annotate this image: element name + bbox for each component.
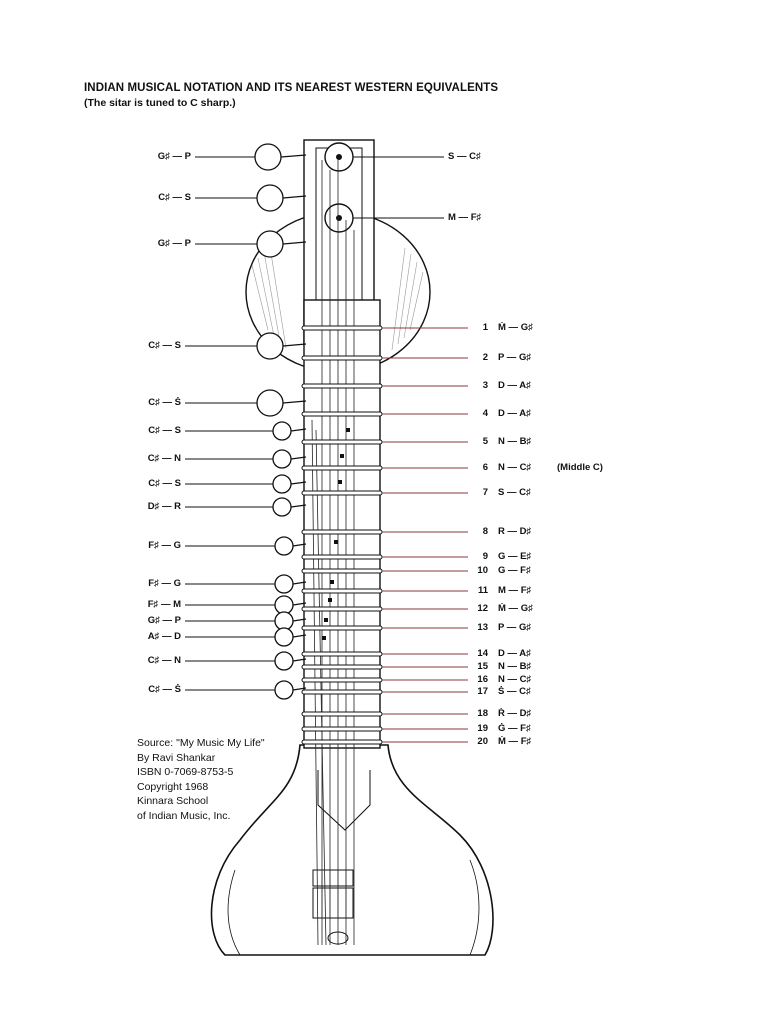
fret-bar	[302, 530, 382, 534]
fret-number: 15	[477, 661, 488, 672]
tuning-peg	[257, 231, 283, 257]
fret-bar	[302, 440, 382, 444]
fret-number: 3	[482, 380, 488, 391]
middle-c-note: (Middle C)	[557, 462, 603, 473]
fret-note-label: D — A♯	[498, 408, 531, 419]
source-line: Source: "My Music My Life"	[137, 737, 265, 749]
fret-note-label: Ṁ — G♯	[498, 603, 533, 614]
fret-number: 2	[482, 352, 488, 363]
tuning-peg	[273, 422, 291, 440]
fret-bar	[302, 665, 382, 669]
tuning-peg	[255, 144, 281, 170]
fret-number: 20	[477, 736, 488, 747]
head-label: S — C♯	[448, 151, 481, 162]
peg-label: C♯ — N	[147, 453, 181, 464]
tuning-peg	[275, 628, 293, 646]
peg-label: D♯ — R	[147, 501, 181, 512]
peg-label: C♯ — Ṡ	[148, 684, 181, 695]
peg-label: C♯ — N	[147, 655, 181, 666]
source-isbn: ISBN 0-7069-8753-5	[137, 766, 234, 778]
fret-number: 18	[477, 708, 488, 719]
fret-bar	[302, 555, 382, 559]
peg-label: C♯ — Ṡ	[148, 397, 181, 408]
fret-note-label: S — C♯	[498, 487, 531, 498]
fret-number: 7	[482, 487, 488, 498]
tuning-peg	[257, 333, 283, 359]
fret-bar	[302, 412, 382, 416]
fret-bar	[302, 589, 382, 593]
fret-bar	[302, 466, 382, 470]
peg-label: G♯ — P	[147, 615, 181, 626]
fret-note-label: P — G♯	[498, 622, 532, 633]
head-label: M — F♯	[448, 212, 482, 223]
fret-bar	[302, 690, 382, 694]
fret-note-label: Ṡ — C♯	[498, 686, 531, 697]
fret-number: 19	[477, 723, 488, 734]
fret-bar	[302, 727, 382, 731]
fret-bar	[302, 356, 382, 360]
fret-note-label: N — B♯	[498, 661, 532, 672]
source-publisher: Kinnara School	[137, 795, 209, 807]
peg-label: G♯ — P	[157, 151, 191, 162]
peg-label: F♯ — G	[148, 540, 181, 551]
fret-bar	[302, 652, 382, 656]
peg-label: F♯ — G	[148, 578, 181, 589]
peg-label: C♯ — S	[148, 478, 181, 489]
tuning-peg	[275, 596, 293, 614]
fret-note-label: G — F♯	[498, 565, 531, 576]
fret-note-label: D — A♯	[498, 380, 531, 391]
fret-note-label: Ġ — F♯	[498, 723, 531, 734]
fret-bar	[302, 712, 382, 716]
tuning-peg	[257, 185, 283, 211]
peg-label: F♯ — M	[147, 599, 181, 610]
fret-bar	[302, 740, 382, 744]
peg-label: C♯ — S	[148, 340, 181, 351]
diagram-title: INDIAN MUSICAL NOTATION AND ITS NEAREST WESTERN EQUIVALENTS	[84, 82, 499, 94]
tuning-peg	[273, 450, 291, 468]
fret-bar	[302, 626, 382, 630]
fret-note-label: M — F♯	[498, 585, 532, 596]
fret-note-label: N — C♯	[498, 674, 532, 685]
fret-note-label: N — C♯	[498, 462, 532, 473]
tuning-peg	[275, 537, 293, 555]
peg-label: A♯ — D	[147, 631, 181, 642]
fret-bar	[302, 569, 382, 573]
tuning-peg	[275, 612, 293, 630]
fret-bar	[302, 491, 382, 495]
tuning-peg	[275, 681, 293, 699]
fret-number: 14	[477, 648, 488, 659]
fret-number: 4	[482, 408, 488, 419]
fret-note-label: G — E♯	[498, 551, 532, 562]
peg-label: G♯ — P	[157, 238, 191, 249]
tuning-peg	[275, 575, 293, 593]
fret-number: 10	[477, 565, 488, 576]
source-publisher-2: of Indian Music, Inc.	[137, 809, 231, 822]
fret-note-label: Ṙ — D♯	[498, 708, 532, 719]
tuning-peg	[275, 652, 293, 670]
fret-bar	[302, 678, 382, 682]
tuning-peg	[257, 390, 283, 416]
fret-number: 17	[477, 686, 488, 697]
fret-number: 16	[477, 674, 488, 685]
diagram-subtitle: (The sitar is tuned to C sharp.)	[84, 97, 236, 109]
fret-bar	[302, 384, 382, 388]
fret-number: 8	[482, 526, 488, 537]
fret-number: 6	[482, 462, 488, 473]
tuning-peg	[273, 498, 291, 516]
fret-note-label: Ṁ — F♯	[498, 736, 532, 747]
peg-label: C♯ — S	[148, 425, 181, 436]
source-citation	[137, 736, 265, 823]
fret-number: 5	[482, 436, 488, 447]
fret-number: 12	[477, 603, 488, 614]
fret-bar	[302, 326, 382, 330]
source-author: By Ravi Shankar	[137, 751, 216, 764]
tuning-peg	[273, 475, 291, 493]
fret-bar	[302, 607, 382, 611]
fret-note-label: Ṁ — G♯	[498, 322, 533, 333]
peg-label: C♯ — S	[158, 192, 191, 203]
fret-note-label: N — B♯	[498, 436, 532, 447]
source-copyright: Copyright 1968	[137, 780, 209, 793]
fret-note-label: R — D♯	[498, 526, 532, 537]
fret-number: 1	[482, 322, 488, 333]
fret-note-label: P — G♯	[498, 352, 532, 363]
fret-number: 11	[477, 585, 488, 596]
fret-number: 13	[477, 622, 488, 633]
fret-number: 9	[482, 551, 488, 562]
fret-note-label: D — A♯	[498, 648, 531, 659]
